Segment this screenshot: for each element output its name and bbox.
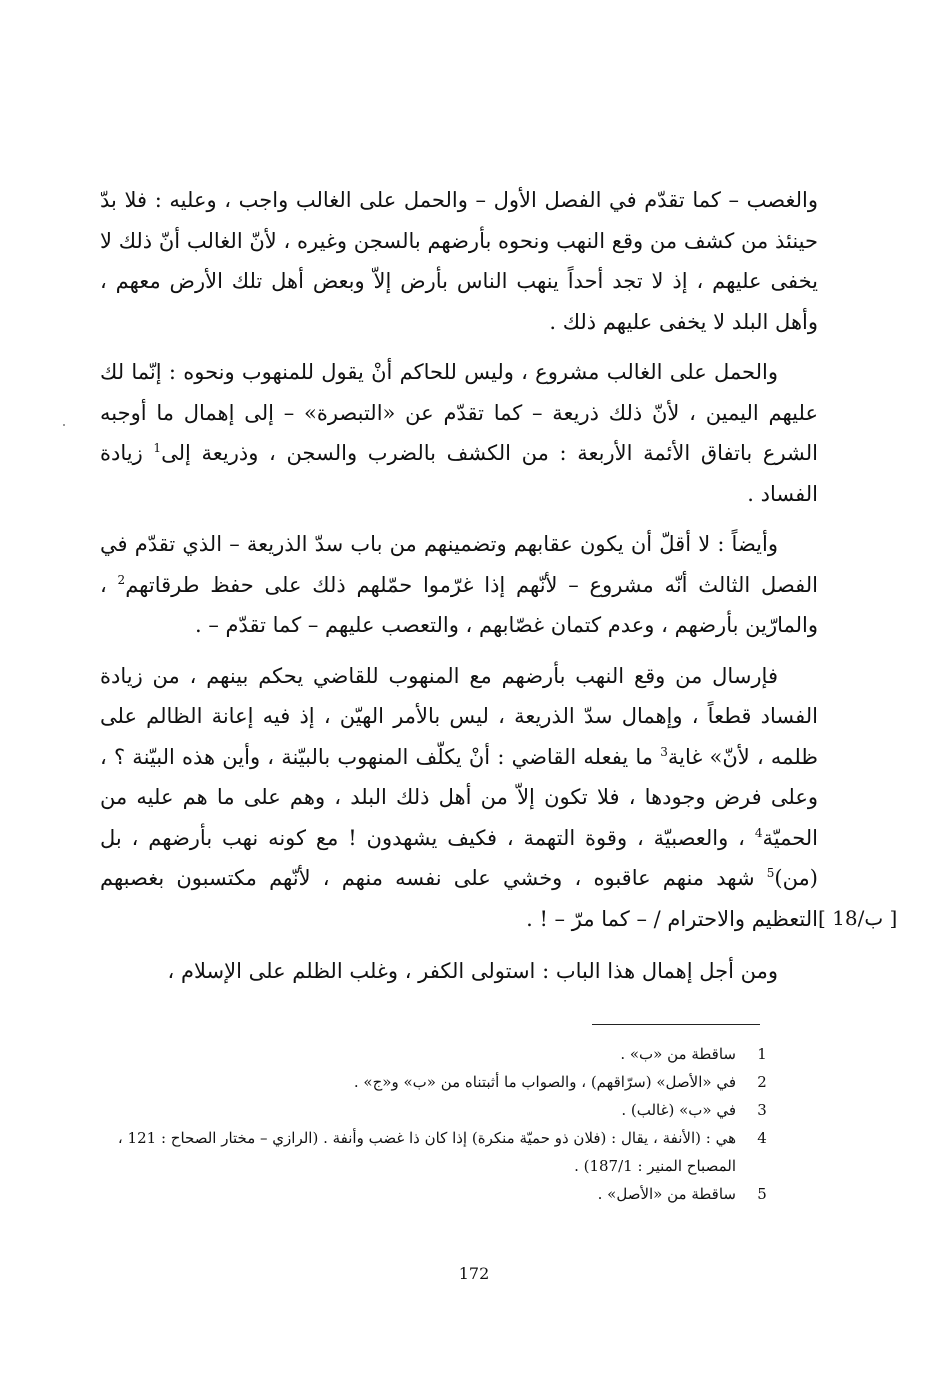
paragraph-4-mid2: ، والعصبيّة ، وقوة التهمة ، فكيف يشهدون ! مع كونه نهب بأرضهم ، بل (من) (100, 825, 818, 890)
footnote-number: 1 (757, 1045, 767, 1063)
footnote-text: هي : (الأنفة ، يقال : (فلان ذو حميّة منكرة) إذا كان ذا غضب وأنفة . (الرازي – مختار الصحاح : 121 ، المصباح المنير : 187/1) . (117, 1129, 736, 1175)
paragraph-3 (100, 524, 818, 646)
paragraph-2 (100, 352, 818, 514)
paragraph-4 (100, 656, 818, 940)
scan-speck (63, 424, 65, 426)
footnote-2 (100, 1068, 772, 1096)
footnote-5 (100, 1180, 772, 1208)
footnote-number: 4 (757, 1129, 767, 1147)
footnote-number: 5 (757, 1185, 767, 1203)
paragraph-2-text: والحمل على الغالب مشروع ، وليس للحاكم أنْ يقول للمنهوب ونحوه : إنّما لك عليهم اليمين ، لأنّ ذلك ذريعة – كما تقدّم عن «التبصرة» – إلى إهمال ما أوجبه الشرع باتفاق الأئمة الأربعة : من الكشف بالضرب والسجن ، وذريعة إلى (100, 360, 819, 465)
paragraph-3-text: وأيضاً : لا أقلّ أن يكون عقابهم وتضمينهم من باب سدّ الذريعة – الذي تقدّم في الفصل الثالث أنّه مشروع – لأنّهم إذا غرّموا حمّلهم ذلك على حفظ طرقاتهم (100, 532, 818, 597)
footnote-3 (100, 1096, 772, 1124)
footnote-ref-2[interactable]: 2 (117, 572, 126, 587)
footnote-ref-5[interactable]: 5 (766, 866, 775, 880)
folio-marker: [ 18/ب ] (818, 906, 898, 930)
footnote-text: ساقطة من «ب» . (620, 1045, 736, 1063)
footnote-text: ساقطة من «الأصل» . (597, 1185, 736, 1203)
footnote-ref-3[interactable]: 3 (660, 744, 668, 759)
paragraph-4-mid1: ما يفعله القاضي : أنْ يكلّف المنهوب بالبيّنة ، وأين هذه البيّنة ؟ ، وعلى فرض وجودها ، فلا تكون إلاّ من أهل ذلك البلد ، وهم على ما هم عليه من الحميّة (100, 744, 818, 850)
paragraph-2-tail: زيادة الفساد . (100, 441, 818, 506)
paragraph-1: والغصب – كما تقدّم في الفصل الأول – والحمل على الغالب واجب ، وعليه : فلا بدّ حينئذ من كشف من وقع النهب ونحوه بأرضهم بالسجن وغيره ، لأنّ الغالب أنّ ذلك لا يخفى عليهم ، إذ لا تجد أحداً ينهب الناس بأرض إلاّ وبعض أهل تلك الأرض معهم ، وأهل البلد لا يخفى عليهم ذلك . (100, 188, 818, 334)
paragraph-4-text: فإرسال من وقع النهب بأرضهم مع المنهوب للقاضي يحكم بينهم ، من زيادة الفساد قطعاً ، وإهمال سدّ الذريعة ، ليس بالأمر الهيّن ، إذ فيه إعانة الظالم على ظلمه ، لأنّ» غاية (100, 663, 818, 769)
page-number: 172 (458, 1264, 490, 1283)
main-text (100, 180, 818, 992)
footnotes (100, 1040, 772, 1208)
footnote-text: في «ب» (غالب) . (621, 1101, 736, 1119)
footnote-4 (100, 1124, 772, 1180)
paragraph-4-tail: شهد منهم عاقبوه ، وخشي على نفسه منهم ، لأنّهم مكتسبون بغصبهم التعظيم والاحترام / – كما مرّ – ! . (100, 866, 818, 931)
footnote-separator (592, 1024, 760, 1025)
footnote-ref-4[interactable]: 4 (754, 825, 763, 840)
paragraph-3-tail: ، والمارّين بأرضهم ، وعدم كتمان غصّابهم ، والتعصب عليهم – كما تقدّم – . (100, 572, 818, 637)
footnote-number: 3 (757, 1101, 767, 1119)
footnote-ref-1[interactable]: 1 (153, 441, 162, 455)
footnote-text: في «الأصل» (سرّاقهم) ، والصواب ما أثبتناه من «ب» و«ج» . (353, 1073, 736, 1091)
paragraph-5: ومن أجل إهمال هذا الباب : استولى الكفر ، وغلب الظلم على الإسلام ، (167, 959, 778, 983)
footnote-number: 2 (757, 1073, 767, 1091)
footnote-1 (100, 1040, 772, 1068)
